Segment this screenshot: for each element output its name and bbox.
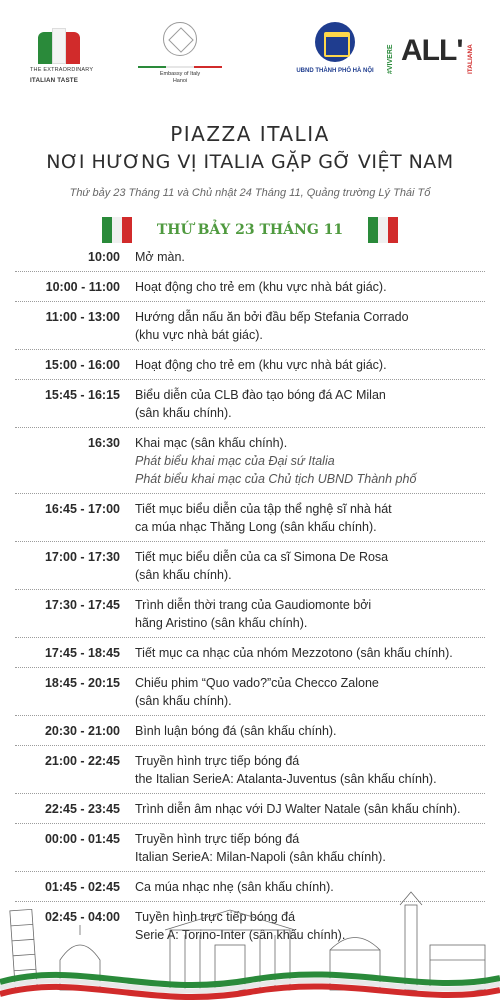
schedule-description-line: (sân khấu chính). bbox=[135, 694, 232, 708]
schedule-time: 11:00 - 13:00 bbox=[45, 310, 120, 324]
schedule-description-line: Khai mạc (sân khấu chính). bbox=[135, 436, 288, 450]
schedule-description bbox=[135, 752, 500, 788]
schedule-description-line: Italian SerieA: Milan-Napoli (sân khấu chính). bbox=[135, 850, 386, 864]
page-title: PIAZZA ITALIA bbox=[170, 122, 330, 146]
schedule-time: 16:30 bbox=[88, 436, 120, 450]
schedule-description bbox=[135, 248, 500, 266]
schedule-time: 17:00 - 17:30 bbox=[44, 550, 120, 564]
schedule-description-line: Hoạt động cho trẻ em (khu vực nhà bát giác). bbox=[135, 280, 387, 294]
schedule-description bbox=[135, 500, 500, 536]
schedule-description-line: Truyền hình trực tiếp bóng đá bbox=[135, 832, 300, 846]
vivere-text: #VIVERE bbox=[387, 44, 394, 74]
embassy-caption-2: Hanoi bbox=[172, 78, 188, 84]
schedule-description-line: Tiết mục biểu diễn của ca sĩ Simona De Rosa bbox=[135, 550, 389, 564]
schedule-description bbox=[135, 356, 500, 374]
schedule-time: 15:00 - 16:00 bbox=[44, 358, 120, 372]
schedule-description-line: Biểu diễn của CLB đào tạo bóng đá AC Milan bbox=[135, 388, 386, 402]
schedule-description-line: ca múa nhạc Thăng Long (sân khấu chính). bbox=[135, 520, 377, 534]
embassy-logo bbox=[130, 22, 230, 85]
schedule-divider bbox=[15, 715, 485, 716]
schedule-time: 00:00 - 01:45 bbox=[44, 832, 120, 846]
schedule-description-note: Phát biểu khai mạc của Đại sứ Italia bbox=[135, 454, 335, 468]
schedule-divider bbox=[15, 589, 485, 590]
schedule-description-line: (khu vực nhà bát giác). bbox=[135, 328, 263, 342]
italian-taste-logo bbox=[30, 28, 100, 84]
schedule-description-line: Bình luận bóng đá (sân khấu chính). bbox=[135, 724, 337, 738]
schedule-description-line: (sân khấu chính). bbox=[135, 406, 232, 420]
italian-skyline-illustration bbox=[0, 890, 500, 1000]
schedule-time: 02:45 - 04:00 bbox=[44, 910, 120, 924]
schedule-description-line: Tuyền hình trực tiếp bóng đá bbox=[135, 910, 296, 924]
schedule-divider bbox=[15, 301, 485, 302]
schedule-divider bbox=[15, 271, 485, 272]
vivere-all-italiana-logo bbox=[385, 28, 475, 78]
schedule-description-line: Mở màn. bbox=[135, 250, 185, 264]
schedule-time: 01:45 - 02:45 bbox=[44, 880, 120, 894]
schedule-description bbox=[135, 386, 500, 422]
schedule-description-line: Trình diễn thời trang của Gaudiomonte bởi bbox=[135, 598, 372, 612]
italian-taste-caption-2: ITALIAN TASTE bbox=[30, 77, 79, 84]
schedule-time: 22:45 - 23:45 bbox=[44, 802, 120, 816]
schedule-description bbox=[135, 644, 500, 662]
page-title-line-2: NƠI HƯƠNG VỊ ITALIA GẶP GỠ VIỆT NAM bbox=[46, 151, 454, 173]
schedule-description-line: Tiết mục ca nhạc của nhóm Mezzotono (sân khấu chính). bbox=[135, 646, 453, 660]
tricolor-line bbox=[138, 66, 222, 68]
schedule-divider bbox=[15, 667, 485, 668]
schedule-time: 17:30 - 17:45 bbox=[44, 598, 120, 612]
italy-emblem-icon bbox=[163, 22, 197, 56]
schedule-time: 15:45 - 16:15 bbox=[44, 388, 120, 402]
page-subtitle: Thứ bảy 23 Tháng 11 và Chủ nhật 24 Tháng 11, Quảng trường Lý Thái Tổ bbox=[69, 187, 431, 199]
schedule-divider bbox=[15, 427, 485, 428]
schedule-description-line: the Italian SerieA: Atalanta-Juventus (sân khấu chính). bbox=[135, 772, 437, 786]
schedule-description-line: (sân khấu chính). bbox=[135, 568, 232, 582]
schedule-description bbox=[135, 722, 500, 740]
schedule-description bbox=[135, 278, 500, 296]
schedule-description-line: Trình diễn âm nhạc với DJ Walter Natale (sân khấu chính). bbox=[135, 802, 461, 816]
hanoi-logo bbox=[275, 22, 395, 74]
schedule-divider bbox=[15, 871, 485, 872]
schedule-time: 18:45 - 20:15 bbox=[44, 676, 120, 690]
italian-flag-icon bbox=[102, 217, 132, 243]
schedule-time: 20:30 - 21:00 bbox=[44, 724, 120, 738]
schedule-time: 16:45 - 17:00 bbox=[44, 502, 120, 516]
schedule-description-line: Hướng dẫn nấu ăn bởi đầu bếp Stefania Corrado bbox=[135, 310, 409, 324]
schedule-description bbox=[135, 800, 500, 818]
schedule-time: 10:00 - 11:00 bbox=[45, 280, 120, 294]
schedule-description bbox=[135, 674, 500, 710]
schedule-divider bbox=[15, 349, 485, 350]
schedule-divider bbox=[15, 745, 485, 746]
schedule-time: 10:00 bbox=[88, 250, 120, 264]
italian-flag-icon bbox=[368, 217, 398, 243]
schedule-description bbox=[135, 308, 500, 344]
italian-taste-caption-1: THE EXTRAORDINARY bbox=[30, 67, 94, 73]
italiana-text: ITALIANA bbox=[467, 44, 474, 74]
schedule-divider bbox=[15, 493, 485, 494]
schedule-description-line: Chiếu phim “Quo vado?”của Checco Zalone bbox=[135, 676, 379, 690]
all-text: ALL' bbox=[401, 34, 463, 67]
schedule-description-line: Ca múa nhạc nhẹ (sân khấu chính). bbox=[135, 880, 334, 894]
day-banner bbox=[102, 217, 398, 243]
schedule-description bbox=[135, 830, 500, 866]
hanoi-emblem-icon bbox=[315, 22, 355, 62]
schedule-divider bbox=[15, 793, 485, 794]
schedule-description-line: Truyền hình trực tiếp bóng đá bbox=[135, 754, 300, 768]
schedule-description bbox=[135, 596, 500, 632]
embassy-caption-1: Embassy of Italy bbox=[159, 71, 201, 77]
schedule-description bbox=[135, 434, 500, 488]
italian-flag-icon bbox=[38, 28, 82, 64]
hanoi-caption: UBND THÀNH PHỐ HÀ NỘI bbox=[296, 68, 374, 74]
schedule-divider bbox=[15, 637, 485, 638]
schedule-description-note: Phát biểu khai mạc của Chủ tịch UBND Thành phố bbox=[135, 472, 417, 486]
schedule-divider bbox=[15, 541, 485, 542]
schedule-description-line: Serie A: Torino-Inter (sân khấu chính). bbox=[135, 928, 346, 942]
schedule-time: 17:45 - 18:45 bbox=[44, 646, 120, 660]
schedule-time: 21:00 - 22:45 bbox=[44, 754, 120, 768]
logo-row bbox=[0, 0, 500, 110]
day-title: THỨ BẢY 23 THÁNG 11 bbox=[156, 222, 344, 238]
schedule-description-line: hãng Aristino (sân khấu chính). bbox=[135, 616, 308, 630]
schedule-divider bbox=[15, 823, 485, 824]
schedule-description-line: Hoạt động cho trẻ em (khu vực nhà bát giác). bbox=[135, 358, 387, 372]
schedule-description bbox=[135, 548, 500, 584]
schedule-description-line: Tiết mục biểu diễn của tập thể nghệ sĩ nhà hát bbox=[135, 502, 392, 516]
schedule-divider bbox=[15, 379, 485, 380]
